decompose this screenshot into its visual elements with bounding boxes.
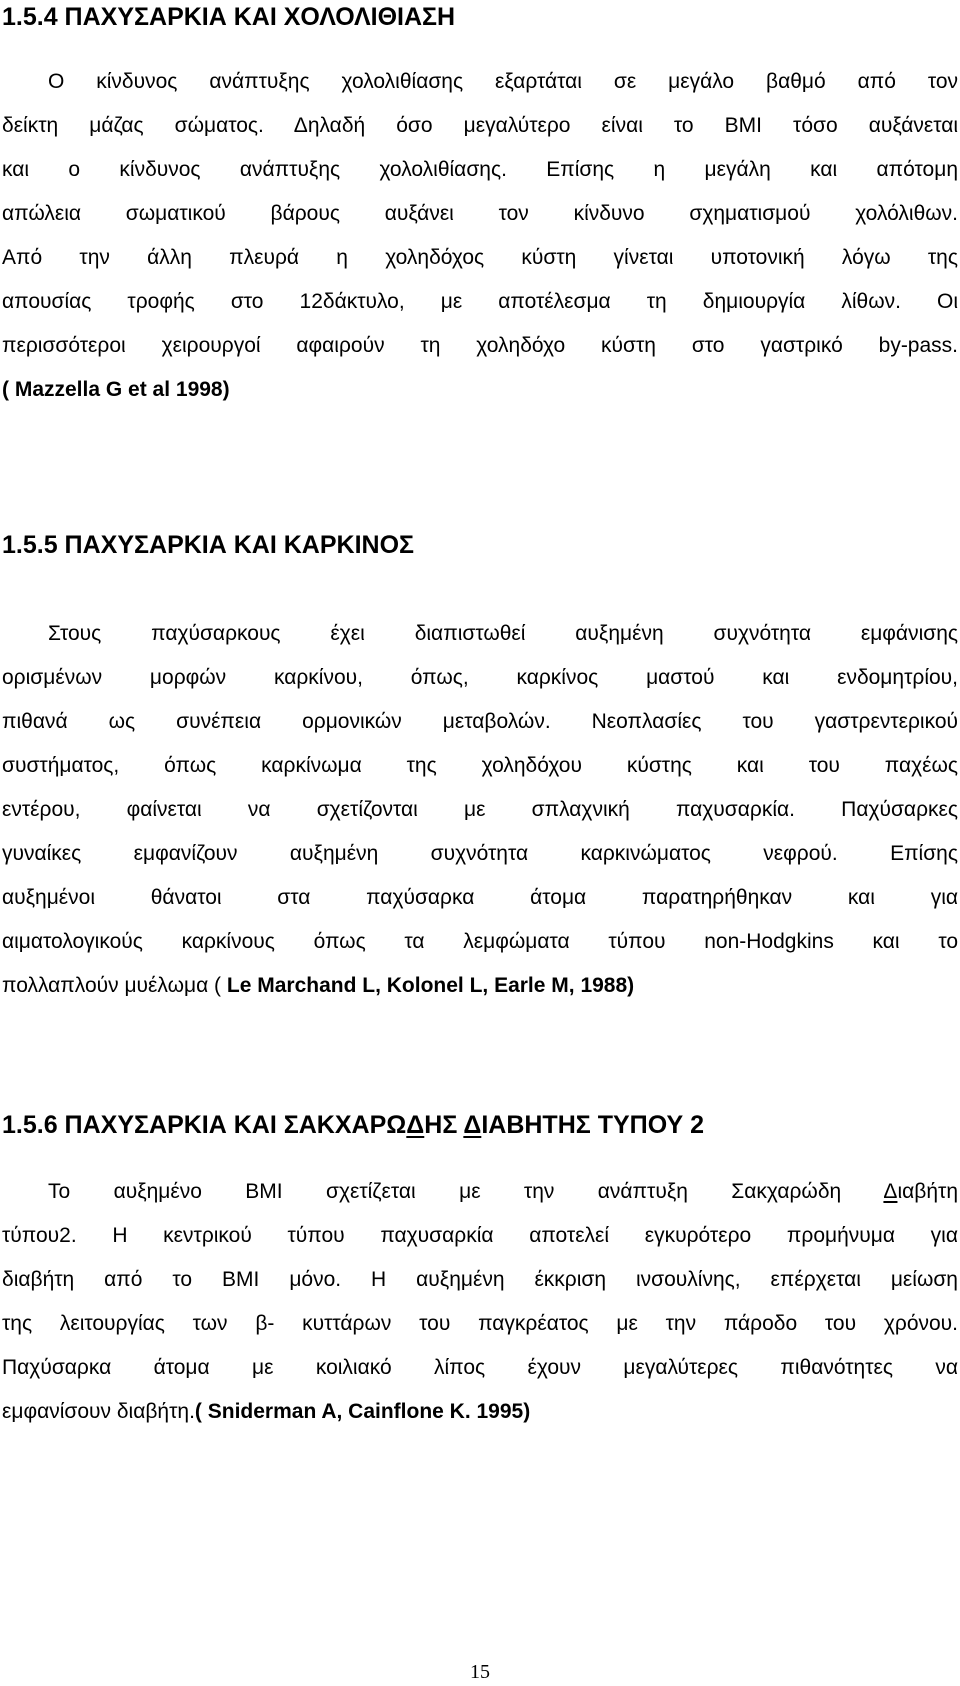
paragraph-line: δείκτη μάζας σώματος. Δηλαδή όσο μεγαλύτερο είναι το BMI τόσο αυξάνεται — [2, 114, 958, 137]
paragraph-line — [2, 1398, 958, 1426]
paragraph-line: συστήματος, όπως καρκίνωμα της χοληδόχου κύστης και του παχέως — [2, 754, 958, 777]
paragraph-diabetes — [2, 1178, 958, 1423]
paragraph-cancer — [2, 620, 958, 1000]
paragraph-line: γυναίκες εμφανίζουν αυξημένη συχνότητα καρκινώματος νεφρού. Επίσης — [2, 842, 958, 865]
citation: ( Mazzella G et al 1998) — [2, 378, 230, 401]
paragraph-line — [2, 1178, 958, 1206]
line-text-underlined: Δ — [883, 1180, 898, 1203]
paragraph-line: διαβήτη από το BMI μόνο. Η αυξημένη έκκριση ινσουλίνης, επέρχεται μείωση — [2, 1268, 958, 1291]
line-text: πολλαπλούν μυέλωμα ( — [2, 974, 227, 997]
heading-text-underlined: Δ — [406, 1111, 425, 1139]
paragraph-line — [2, 972, 958, 1000]
section-heading-cancer: 1.5.5 ΠΑΧΥΣΑΡΚΙΑ ΚΑΙ ΚΑΡΚΙΝΟΣ — [2, 531, 415, 559]
citation: ( Sniderman A, Cainflone K. 1995) — [194, 1400, 531, 1423]
heading-text-underlined: Δ — [463, 1111, 482, 1139]
paragraph-line: Ο κίνδυνος ανάπτυξης χολολιθίασης εξαρτάται σε μεγάλο βαθμό από τον — [48, 70, 958, 93]
paragraph-line: τύπου2. Η κεντρικού τύπου παχυσαρκία αποτελεί εγκυρότερο προμήνυμα για — [2, 1224, 958, 1247]
citation: Le Marchand L, Kolonel L, Earle M, 1988) — [226, 974, 635, 997]
page-number: 15 — [470, 1661, 490, 1683]
heading-text: 1.5.6 ΠΑΧΥΣΑΡΚΙΑ ΚΑΙ ΣΑΚΧΑΡΩ — [2, 1111, 407, 1139]
heading-text: ΙΑΒΗΤΗΣ ΤΥΠΟΥ 2 — [481, 1111, 704, 1139]
paragraph-line: Στους παχύσαρκους έχει διαπιστωθεί αυξημένη συχνότητα εμφάνισης — [48, 622, 958, 645]
section-heading-diabetes — [2, 1110, 704, 1140]
paragraph-line: απουσίας τροφής στο 12δάκτυλο, με αποτέλεσμα τη δημιουργία λίθων. Οι — [2, 290, 958, 313]
line-text: ιαβήτη — [897, 1180, 958, 1203]
heading-text: ΗΣ — [424, 1111, 464, 1139]
paragraph-line: Παχύσαρκα άτομα με κοιλιακό λίπος έχουν μεγαλύτερες πιθανότητες να — [2, 1356, 958, 1379]
line-text: εμφανίσουν διαβήτη. — [2, 1400, 195, 1423]
paragraph-line: της λειτουργίας των β- κυττάρων του παγκρέατος με την πάροδο του χρόνου. — [2, 1312, 958, 1335]
paragraph-line: αυξημένοι θάνατοι στα παχύσαρκα άτομα παρατηρήθηκαν και για — [2, 886, 958, 909]
paragraph-line: πιθανά ως συνέπεια ορμονικών μεταβολών. Νεοπλασίες του γαστρεντερικού — [2, 710, 958, 733]
paragraph-line: και ο κίνδυνος ανάπτυξης χολολιθίασης. Επίσης η μεγάλη και απότομη — [2, 158, 958, 181]
paragraph-gallstones — [2, 68, 958, 401]
line-text: Το αυξημένο BMI σχετίζεται με την ανάπτυξη Σακχαρώδη — [48, 1180, 884, 1203]
section-heading-gallstones: 1.5.4 ΠΑΧΥΣΑΡΚΙΑ ΚΑΙ ΧΟΛΟΛΙΘΙΑΣΗ — [2, 3, 456, 31]
paragraph-line: εντέρου, φαίνεται να σχετίζονται με σπλαχνική παχυσαρκία. Παχύσαρκες — [2, 798, 958, 821]
paragraph-line: αιματολογικούς καρκίνους όπως τα λεμφώματα τύπου non-Hodgkins και το — [2, 930, 958, 953]
paragraph-line: ορισμένων μορφών καρκίνου, όπως, καρκίνος μαστού και ενδομητρίου, — [2, 666, 958, 689]
paragraph-line: περισσότεροι χειρουργοί αφαιρούν τη χοληδόχο κύστη στο γαστρικό by-pass. — [2, 334, 958, 357]
paragraph-line: απώλεια σωματικού βάρους αυξάνει τον κίνδυνο σχηματισμού χολόλιθων. — [2, 202, 958, 225]
paragraph-line: Από την άλλη πλευρά η χοληδόχος κύστη γίνεται υποτονική λόγω της — [2, 246, 958, 269]
